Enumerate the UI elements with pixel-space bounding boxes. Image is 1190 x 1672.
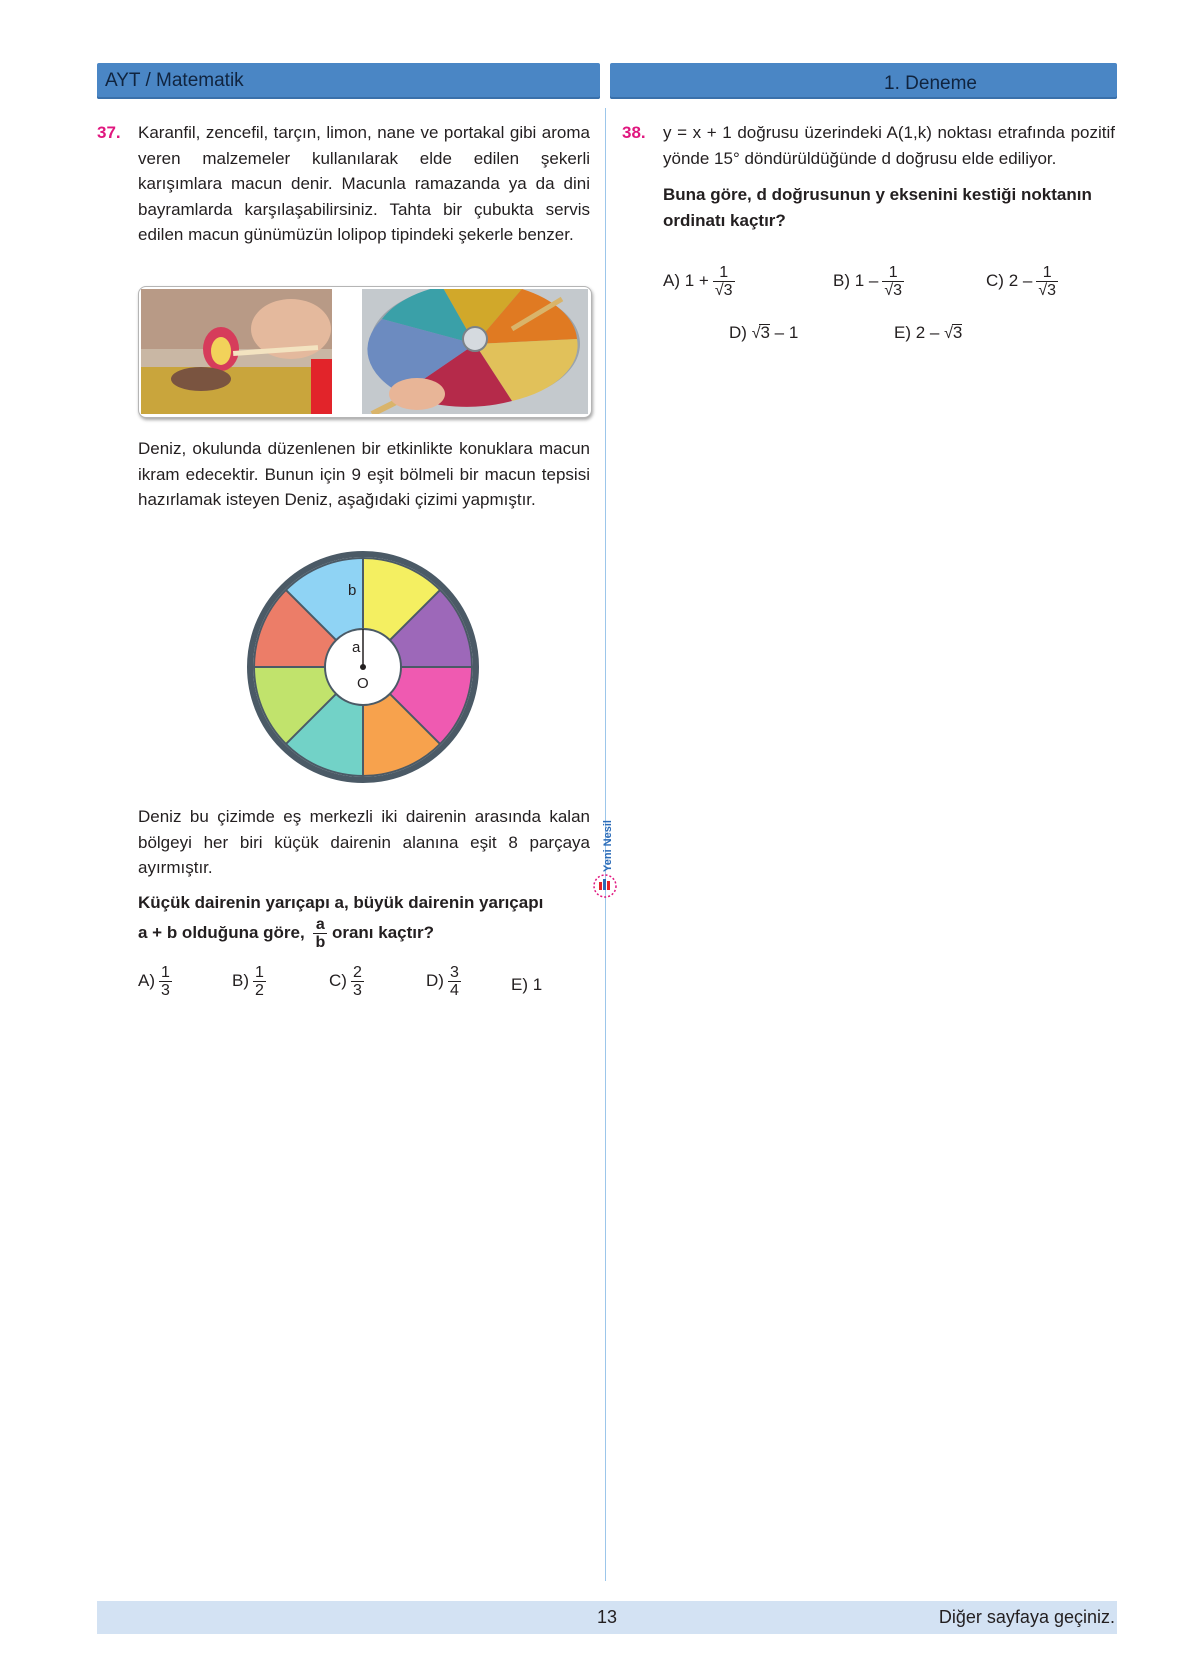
q38-option-a[interactable]: A) 1 + $\frac{1}{√3}$ <box>663 264 733 299</box>
q38-option-c[interactable]: C) 2 – $\frac{1}{√3}$ <box>986 264 1057 299</box>
q38-option-b[interactable]: B) 1 – $\frac{1}{√3}$ <box>833 264 903 299</box>
question-37-intro: Karanfil, zencefil, tarçın, limon, nane ve portakal gibi aroma veren malzemeler kullanılarak elde edilen şekerli karışımlara macun denir. Macunla ramazanda ya da dini bayramlarda karşılaşabilirsiniz. Tahta bir çubukta servis edilen macun günümüzün lolipop tipindeki şekerle benzer. <box>138 123 590 244</box>
header-left <box>97 63 600 99</box>
question-38-prompt: Buna göre, d doğrusunun y eksenini kestiği noktanın ordinatı kaçtır? <box>663 185 1092 230</box>
question-37-prompt-line-1: Küçük dairenin yarıçapı a, büyük dairenin yarıçapı <box>138 893 544 912</box>
footer <box>97 1601 1117 1634</box>
question-37-number: 37. <box>97 123 121 142</box>
macun-photos <box>138 286 592 418</box>
ratio-fraction: $\frac{a}{b}$ <box>315 916 326 951</box>
question-37-paragraph-2: Deniz, okulunda düzenlenen bir etkinlikte konuklara macun ikram edecektir. Bunun için 9 eşit bölmeli bir macun tepsisi hazırlamak isteyen Deniz, aşağıdaki çizimi yapmıştır. <box>138 439 590 509</box>
macun-tray-photo <box>362 289 588 414</box>
subject-title: AYT / Matematik <box>105 70 244 91</box>
q38-option-e[interactable]: E) 2 – √3 <box>894 323 963 342</box>
label-a: a <box>352 639 361 656</box>
macun-stick-photo <box>141 289 332 414</box>
q37-option-d[interactable]: D) $\frac{3}{4}$ <box>426 964 459 999</box>
question-37-prompt-line-2: a + b olduğuna göre, $\frac{a}{b}$ oranı kaçtır? <box>138 916 435 951</box>
q37-option-c[interactable]: C) $\frac{2}{3}$ <box>329 964 362 999</box>
q37-option-e[interactable]: E) 1 <box>511 975 543 994</box>
svg-text:Yeni Nesil: Yeni Nesil <box>602 820 614 872</box>
q37-option-a[interactable]: A) $\frac{1}{3}$ <box>138 964 170 999</box>
question-38-intro: y = x + 1 doğrusu üzerindeki A(1,k) noktası etrafında pozitif yönde 15° döndürüldüğünde d doğrusu elde ediliyor. <box>663 123 1115 168</box>
question-38-number: 38. <box>622 123 646 142</box>
q38-option-d[interactable]: D) √3 – 1 <box>729 323 799 342</box>
header-right <box>610 63 1117 99</box>
next-page-text: Diğer sayfaya geçiniz. <box>938 1607 1115 1627</box>
label-b: b <box>348 582 357 599</box>
label-o: O <box>357 675 369 692</box>
page-number: 13 <box>596 1607 618 1627</box>
yeni-nesil-logo <box>591 812 621 902</box>
q37-option-b[interactable]: B) $\frac{1}{2}$ <box>232 964 264 999</box>
macun-tray-diagram <box>246 550 480 784</box>
question-37-paragraph-3: Deniz bu çizimde eş merkezli iki dairenin arasında kalan bölgeyi her biri küçük dairenin alanına eşit 8 parçaya ayırmıştır. <box>138 807 590 877</box>
exam-title: 1. Deneme <box>884 73 977 94</box>
